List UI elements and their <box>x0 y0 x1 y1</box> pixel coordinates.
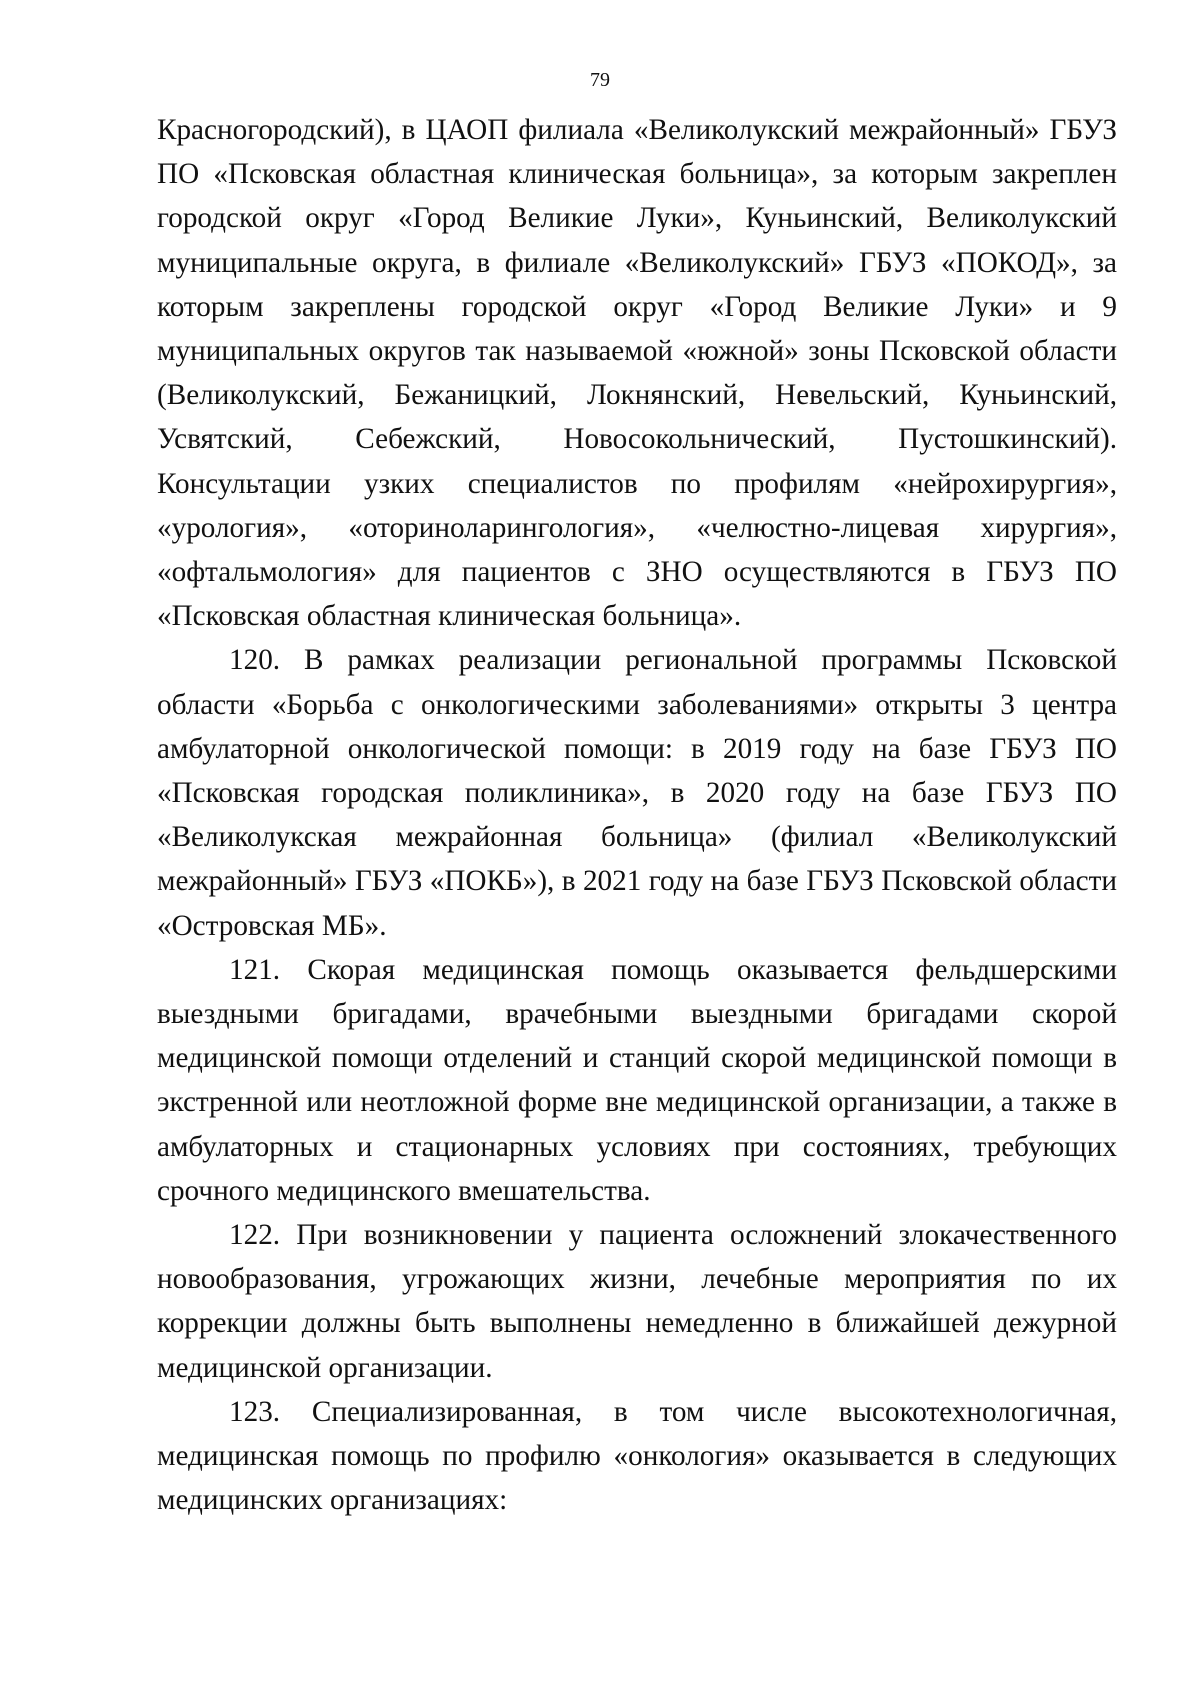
paragraph-continuation: Красногородский), в ЦАОП филиала «Великолукский межрайонный» ГБУЗ ПО «Псковская областная клиническая больница», за которым закреплен городской округ «Город Великие Луки», Куньинский, Великолукский муниципальные округа, в филиале «Великолукский» ГБУЗ «ПОКОД», за которым закреплены городской округ «Город Великие Луки» и 9 муниципальных округов так называемой «южной» зоны Псковской области (Великолукский, Бежаницкий, Локнянский, Невельский, Куньинский, Усвятский, Себежский, Новосокольнический, Пустошкинский). Консультации узких специалистов по профилям «нейрохирургия», «урология», «оториноларингология», «челюстно-лицевая хирургия», «офтальмология» для пациентов с ЗНО осуществляются в ГБУЗ ПО «Псковская областная клиническая больница». <box>157 114 1117 633</box>
paragraph-123: 123. Специализированная, в том числе высокотехнологичная, медицинская помощь по профилю «онкология» оказывается в следующих медицинских организациях: <box>157 1395 1117 1517</box>
paragraph-122: 122. При возникновении у пациента осложнений злокачественного новообразования, угрожающих жизни, лечебные мероприятия по их коррекции должны быть выполнены немедленно в ближайшей дежурной медицинской организации. <box>157 1219 1117 1384</box>
paragraph-120: 120. В рамках реализации региональной программы Псковской области «Борьба с онкологическими заболеваниями» открыты 3 центра амбулаторной онкологической помощи: в 2019 году на базе ГБУЗ ПО «Псковская городская поликлиника», в 2020 году на базе ГБУЗ ПО «Великолукская межрайонная больница» (филиал «Великолукский межрайонный» ГБУЗ «ПОКБ»), в 2021 году на базе ГБУЗ Псковской области «Островская МБ». <box>157 644 1117 942</box>
document-body <box>157 108 1117 1523</box>
paragraph-121: 121. Скорая медицинская помощь оказывается фельдшерскими выездными бригадами, врачебными выездными бригадами скорой медицинской помощи отделений и станций скорой медицинской помощи в экстренной или неотложной форме вне медицинской организации, а также в амбулаторных и стационарных условиях при состояниях, требующих срочного медицинского вмешательства. <box>157 953 1117 1207</box>
page-number: 79 <box>590 69 610 91</box>
